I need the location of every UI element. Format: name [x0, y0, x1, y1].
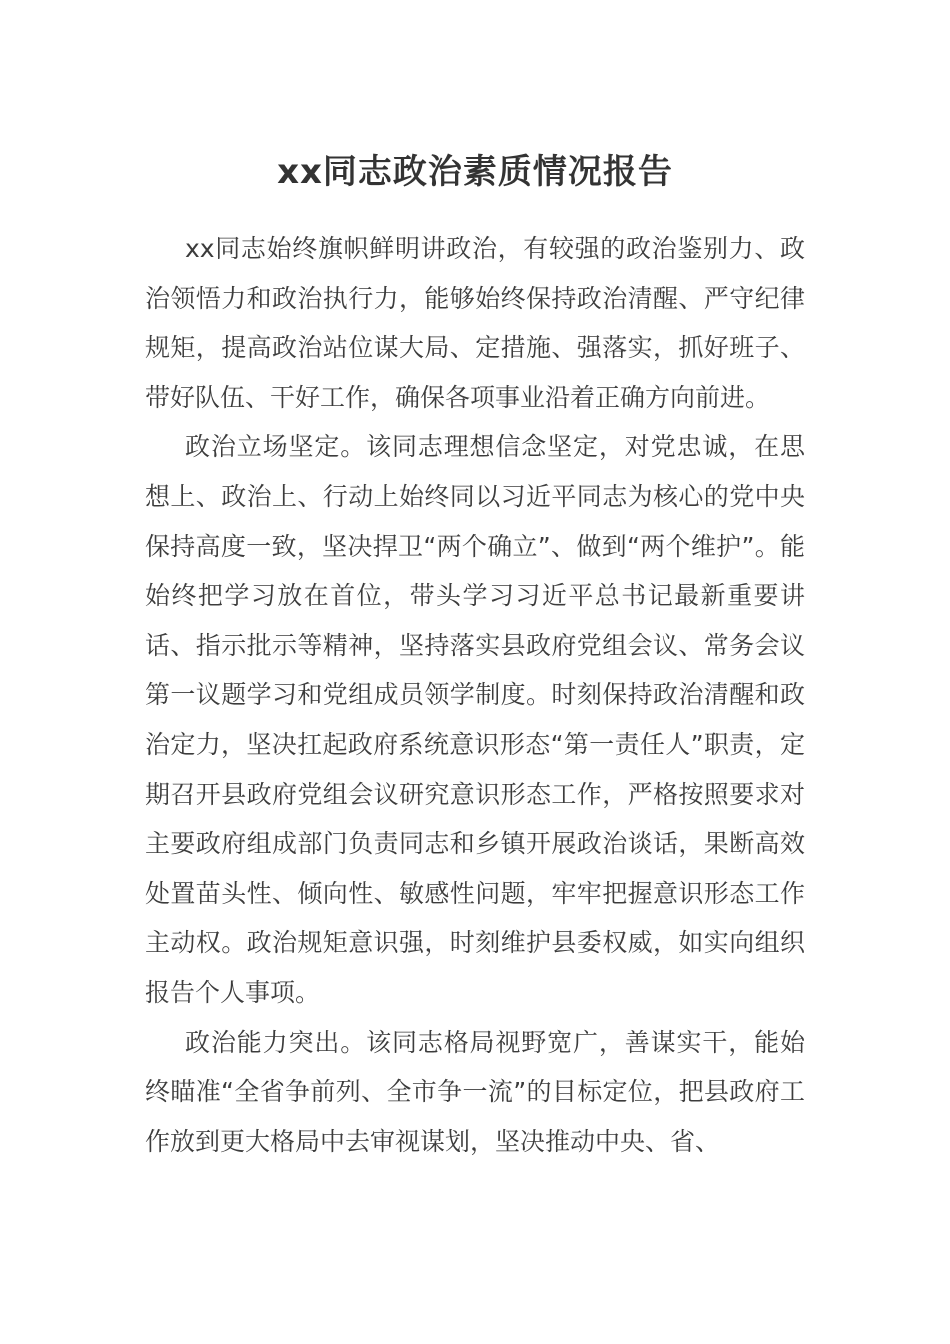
paragraph-political-ability: 政治能力突出。该同志格局视野宽广，善谋实干，能始终瞄准“全省争前列、全市争一流”的目标定位，把县政府工作放到更大格局中去审视谋划，坚决推动中央、省、: [145, 1027, 805, 1156]
document-title: xx同志政治素质情况报告: [277, 152, 673, 192]
document-body: [145, 224, 805, 1166]
paragraph-intro: xx同志始终旗帜鲜明讲政治，有较强的政治鉴别力、政治领悟力和政治执行力，能够始终保持政治清醒、严守纪律规矩，提高政治站位谋大局、定措施、强落实，抓好班子、带好队伍、干好工作，确保各项事业沿着正确方向前进。: [145, 234, 805, 412]
paragraph-political-stance: 政治立场坚定。该同志理想信念坚定，对党忠诚，在思想上、政治上、行动上始终同以习近平同志为核心的党中央保持高度一致，坚决捍卫“两个确立”、做到“两个维护”。能始终把学习放在首位，带头学习习近平总书记最新重要讲话、指示批示等精神，坚持落实县政府党组会议、常务会议第一议题学习和党组成员领学制度。时刻保持政治清醒和政治定力，坚决扛起政府系统意识形态“第一责任人”职责，定期召开县政府党组会议研究意识形态工作，严格按照要求对主要政府组成部门负责同志和乡镇开展政治谈话，果断高效处置苗头性、倾向性、敏感性问题，牢牢把握意识形态工作主动权。政治规矩意识强，时刻维护县委权威，如实向组织报告个人事项。: [145, 432, 805, 1007]
